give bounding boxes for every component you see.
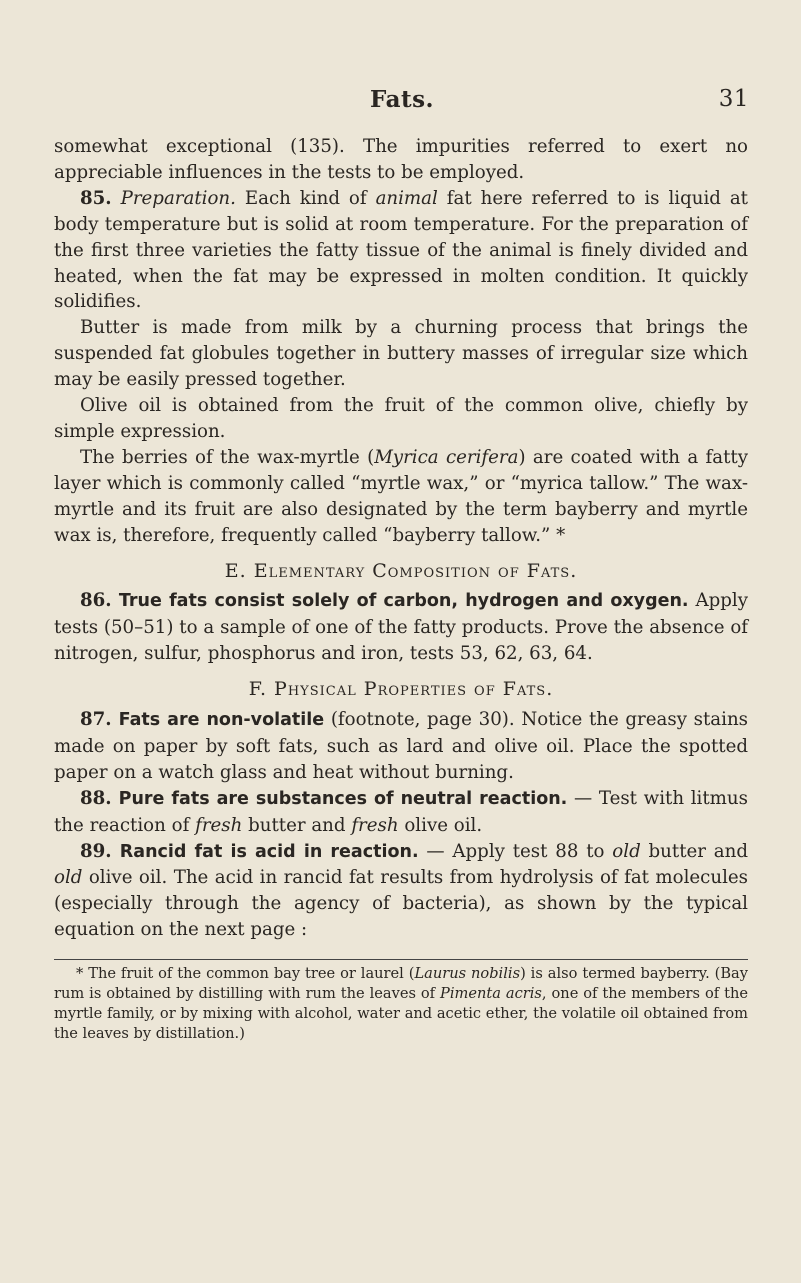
page-body bbox=[54, 134, 748, 1044]
text-run: — Apply test 88 to bbox=[418, 840, 613, 862]
emphasis: fresh bbox=[195, 814, 243, 836]
header-title: Fats. bbox=[370, 86, 435, 113]
paragraph-continued: somewhat exceptional (135). The impurities referred to exert no appreciable influences in the tests to be employed. bbox=[54, 136, 748, 183]
bold-statement: Fats are non-volatile bbox=[111, 710, 325, 731]
paragraph-88 bbox=[54, 786, 748, 839]
footnote-divider bbox=[54, 959, 748, 960]
paragraph-89 bbox=[54, 839, 748, 944]
emphasis: Pimenta acris bbox=[440, 985, 542, 1003]
text-run: olive oil. bbox=[398, 814, 483, 836]
text-run: fat here referred to is liquid at body temperature but is solid at room temperature. For the preparation of the first three varieties the fatty tissue of the animal is finely divided and heated, when the fat may be expressed in molten condition. It quickly solidifies. bbox=[54, 187, 748, 313]
text-run: — Test with litmus the reaction of bbox=[54, 787, 748, 836]
text-run: * The fruit of the common bay tree or laurel ( bbox=[76, 965, 415, 983]
text-run: ) is also termed bayberry. (Bay rum is obtained by distilling with rum the leaves of bbox=[54, 965, 749, 1003]
emphasis: Myrica cerifera bbox=[374, 446, 519, 468]
text-run: Each kind of bbox=[235, 187, 376, 209]
section-number: 86. bbox=[80, 590, 112, 612]
section-number: 87. bbox=[80, 709, 112, 731]
paragraph-berries bbox=[54, 445, 748, 549]
text-run: (footnote, page 30). Notice the greasy stains made on paper by soft fats, such as lard and olive oil. Place the spotted paper on a watch glass and heat without burning. bbox=[54, 709, 748, 783]
section-number: 85. bbox=[80, 187, 112, 209]
paragraph-86 bbox=[54, 588, 748, 667]
section-number: 89. bbox=[80, 840, 112, 862]
emphasis: Laurus nobilis bbox=[414, 965, 521, 983]
bold-statement: True fats consist solely of carbon, hydrogen and oxygen. bbox=[111, 591, 689, 612]
paragraph-olive: Olive oil is obtained from the fruit of the common olive, chiefly by simple expression. bbox=[54, 395, 748, 442]
text-run: olive oil. The acid in rancid fat results from hydrolysis of fat molecules (especially through the agency of bacteria), as shown by the typical equation on the next page : bbox=[54, 867, 748, 941]
paragraph-87 bbox=[54, 707, 748, 786]
emphasis: animal bbox=[375, 187, 438, 209]
section-heading-f: F. Physical Properties of Fats. bbox=[248, 678, 554, 701]
text-run: The berries of the wax-myrtle ( bbox=[80, 446, 375, 468]
footnote bbox=[54, 964, 748, 1044]
emphasis: old bbox=[54, 867, 83, 889]
text-run: Apply tests (50–51) to a sample of one of the fatty products. Prove the absence of nitrogen, sulfur, phosphorus and iron, tests 53, 62, 63, 64. bbox=[54, 590, 748, 665]
emphasis: old bbox=[612, 840, 641, 862]
paragraph-85 bbox=[54, 186, 748, 316]
bold-statement: Pure fats are substances of neutral reaction. bbox=[111, 788, 568, 809]
section-heading-e: E. Elementary Composition of Fats. bbox=[224, 559, 578, 582]
section-number: 88. bbox=[80, 787, 112, 809]
text-run: butter and bbox=[242, 814, 352, 836]
footnote-text bbox=[54, 964, 748, 1044]
section-title: Preparation. bbox=[120, 187, 236, 209]
text-run: ) are coated with a fatty layer which is commonly called “myrtle wax,” or “myrica tallow.” The wax-myrtle and its fruit are also designated by the term bayberry and myrtle wax is, therefore, frequently called “bayberry tallow.” * bbox=[54, 446, 748, 546]
bold-statement: Rancid fat is acid in reaction. bbox=[111, 841, 419, 862]
text-run: butter and bbox=[640, 840, 748, 862]
page-number: 31 bbox=[718, 86, 749, 112]
paragraph-butter: Butter is made from milk by a churning process that brings the suspended fat globules together in buttery masses of irregular size which may be easily pressed together. bbox=[54, 317, 748, 391]
emphasis: fresh bbox=[351, 814, 399, 836]
text-run: , one of the members of the myrtle family, or by mixing with alcohol, water and acetic ether, the volatile oil obtained from the leaves by distillation.) bbox=[54, 985, 748, 1043]
